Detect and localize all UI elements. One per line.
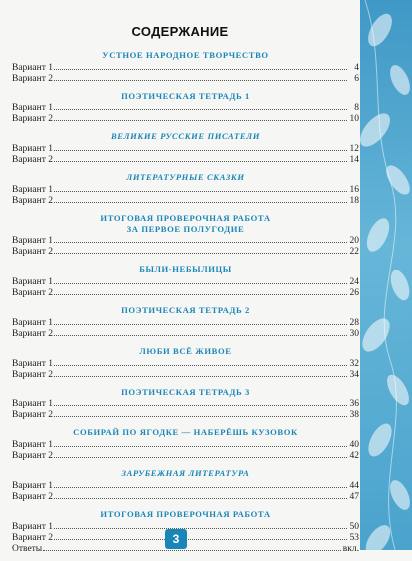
- toc-entry[interactable]: [12, 114, 359, 125]
- entry-page-number: 38: [349, 410, 359, 421]
- section-heading: ПОЭТИЧЕСКАЯ ТЕТРАДЬ 1: [121, 90, 250, 101]
- toc-entry[interactable]: [12, 399, 359, 410]
- section-heading: ВЕЛИКИЕ РУССКИЕ ПИСАТЕЛИ: [110, 131, 261, 142]
- entry-page-number: 14: [349, 155, 359, 166]
- section-heading: ЗАРУБЕЖНАЯ ЛИТЕРАТУРА: [121, 468, 250, 479]
- toc-entry[interactable]: [12, 185, 359, 196]
- dot-leader: [54, 202, 347, 203]
- dot-leader: [54, 253, 347, 254]
- dot-leader: [54, 161, 347, 162]
- entry-page-number: 53: [349, 532, 359, 543]
- toc-entry[interactable]: [12, 196, 359, 207]
- entry-page-number: 34: [349, 369, 359, 380]
- entry-page-number: 47: [349, 491, 359, 502]
- entry-page-number: 50: [349, 521, 359, 532]
- dot-leader: [54, 109, 347, 110]
- entry-label: Вариант 2: [12, 155, 53, 166]
- entry-page-number: 28: [349, 317, 359, 328]
- entry-label: Вариант 2: [12, 195, 53, 206]
- entry-label: Вариант 1: [12, 399, 53, 410]
- entry-page-number: 8: [354, 103, 359, 114]
- entry-page-number: 10: [349, 114, 359, 125]
- toc-entry[interactable]: [12, 370, 359, 381]
- entry-label: Вариант 1: [12, 144, 53, 155]
- entry-page-number: вкл.: [342, 543, 359, 554]
- entry-label: Вариант 1: [12, 62, 53, 73]
- toc-section: [12, 50, 359, 85]
- toc-section: [12, 264, 359, 299]
- entry-label: Вариант 1: [12, 184, 53, 195]
- entry-page-number: 42: [349, 451, 359, 462]
- toc-entry[interactable]: [12, 329, 359, 340]
- section-heading: ПОЭТИЧЕСКАЯ ТЕТРАДЬ 2: [121, 305, 250, 316]
- entry-label: Вариант 2: [12, 114, 53, 125]
- dot-leader: [54, 457, 347, 458]
- dot-leader: [54, 242, 347, 243]
- toc-section: [12, 427, 359, 462]
- leaf-pattern-decoration: [360, 0, 412, 550]
- toc-section: [12, 91, 359, 126]
- dot-leader: [54, 191, 347, 192]
- entry-label: Вариант 1: [12, 317, 53, 328]
- toc-entry[interactable]: [12, 410, 359, 421]
- dot-leader: [54, 335, 347, 336]
- entry-label: Вариант 2: [12, 491, 53, 502]
- dot-leader: [54, 376, 347, 377]
- toc-entry[interactable]: [12, 440, 359, 451]
- toc-section: [12, 387, 359, 422]
- entry-label: Вариант 2: [12, 451, 53, 462]
- entry-page-number: 6: [354, 73, 359, 84]
- entry-page-number: 26: [349, 288, 359, 299]
- entry-label: Вариант 1: [12, 236, 53, 247]
- entry-label: Вариант 1: [12, 440, 53, 451]
- toc-entry[interactable]: [12, 74, 359, 85]
- entry-label: Вариант 2: [12, 410, 53, 421]
- dot-leader: [54, 528, 347, 529]
- section-heading: ИТОГОВАЯ ПРОВЕРОЧНАЯ РАБОТА ЗА ПЕРВОЕ ПОЛУГОДИЕ: [100, 212, 271, 234]
- entry-label: Вариант 1: [12, 103, 53, 114]
- entry-page-number: 20: [349, 236, 359, 247]
- entry-label: Вариант 2: [12, 328, 53, 339]
- dot-leader: [54, 324, 347, 325]
- toc-entry[interactable]: [12, 318, 359, 329]
- toc-section: [12, 213, 359, 258]
- entry-label: Вариант 1: [12, 521, 53, 532]
- toc-entry[interactable]: [12, 247, 359, 258]
- dot-leader: [54, 446, 347, 447]
- entry-label: Вариант 2: [12, 247, 53, 258]
- dot-leader: [54, 498, 347, 499]
- entry-label: Вариант 2: [12, 532, 53, 543]
- toc-entry[interactable]: [12, 63, 359, 74]
- entry-page-number: 32: [349, 358, 359, 369]
- toc-entry[interactable]: [12, 103, 359, 114]
- section-heading: БЫЛИ-НЕБЫЛИЦЫ: [139, 264, 232, 275]
- entry-page-number: 22: [349, 247, 359, 258]
- entry-label: Вариант 2: [12, 369, 53, 380]
- dot-leader: [54, 150, 347, 151]
- entry-label: Вариант 1: [12, 277, 53, 288]
- toc-entry[interactable]: [12, 481, 359, 492]
- section-heading: ЛЮБИ ВСЁ ЖИВОЕ: [139, 345, 232, 356]
- section-heading: СОБИРАЙ ПО ЯГОДКЕ — НАБЕРЁШЬ КУЗОВОК: [73, 427, 298, 438]
- dot-leader: [54, 416, 347, 417]
- toc-entry[interactable]: [12, 144, 359, 155]
- dot-leader: [54, 365, 347, 366]
- page-number: 3: [165, 529, 187, 549]
- entry-page-number: 18: [349, 195, 359, 206]
- toc-entry[interactable]: [12, 155, 359, 166]
- entry-label: Вариант 2: [12, 288, 53, 299]
- entry-label: Вариант 1: [12, 480, 53, 491]
- entry-page-number: 30: [349, 328, 359, 339]
- table-of-contents: [12, 50, 359, 561]
- section-heading: УСТНОЕ НАРОДНОЕ ТВОРЧЕСТВО: [102, 50, 269, 60]
- toc-section: [12, 131, 359, 166]
- toc-entry[interactable]: [12, 451, 359, 462]
- dot-leader: [54, 69, 347, 70]
- toc-entry[interactable]: [12, 288, 359, 299]
- dot-leader: [54, 294, 347, 295]
- entry-label: Вариант 1: [12, 358, 53, 369]
- section-heading: ЛИТЕРАТУРНЫЕ СКАЗКИ: [126, 172, 245, 183]
- toc-entry[interactable]: [12, 359, 359, 370]
- toc-section: [12, 305, 359, 340]
- toc-entry[interactable]: [12, 277, 359, 288]
- entry-label: Ответы: [12, 543, 43, 554]
- section-heading: ИТОГОВАЯ ПРОВЕРОЧНАЯ РАБОТА: [100, 508, 271, 519]
- toc-section: [12, 172, 359, 207]
- entry-label: Вариант 2: [12, 73, 53, 84]
- toc-entry[interactable]: [12, 492, 359, 503]
- toc-entry[interactable]: [12, 236, 359, 247]
- dot-leader: [54, 120, 347, 121]
- entry-page-number: 40: [349, 440, 359, 451]
- dot-leader: [54, 283, 347, 284]
- section-heading: ПОЭТИЧЕСКАЯ ТЕТРАДЬ 3: [121, 386, 250, 397]
- toc-section: [12, 468, 359, 503]
- dot-leader: [54, 80, 347, 81]
- toc-section: [12, 346, 359, 381]
- entry-page-number: 44: [349, 480, 359, 491]
- page-title: СОДЕРЖАНИЕ: [131, 24, 229, 39]
- dot-leader: [54, 487, 347, 488]
- dot-leader: [54, 405, 347, 406]
- dot-leader: [54, 539, 347, 540]
- entry-page-number: 16: [349, 184, 359, 195]
- entry-page-number: 36: [349, 399, 359, 410]
- entry-page-number: 24: [349, 277, 359, 288]
- entry-page-number: 12: [349, 144, 359, 155]
- entry-page-number: 4: [354, 62, 359, 73]
